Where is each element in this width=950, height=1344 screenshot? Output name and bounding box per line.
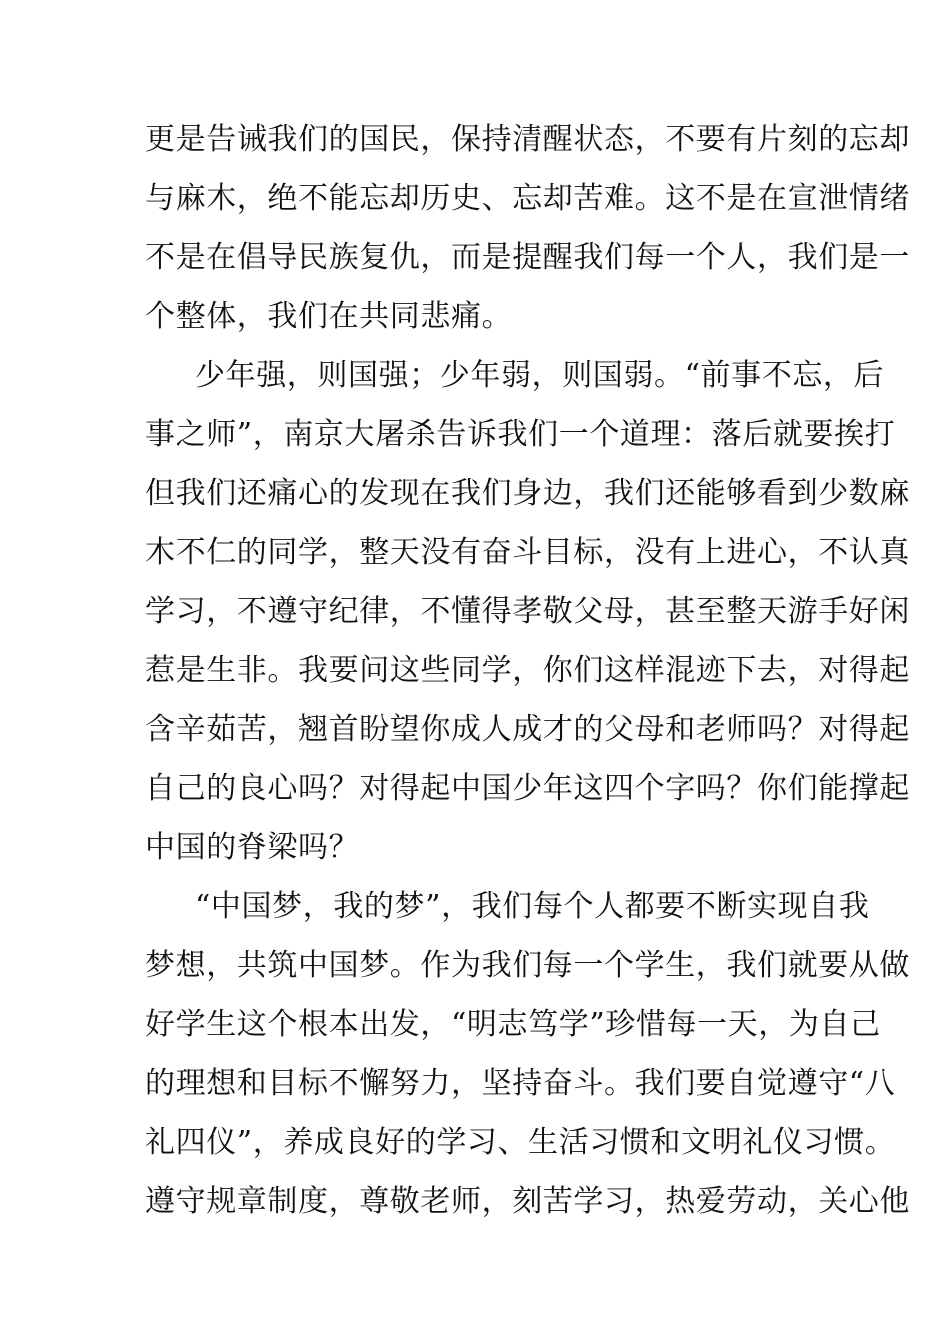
text-line: 梦想，共筑中国梦。作为我们每一个学生，我们就要从做 [145, 948, 910, 983]
text-line: 事之师”，南京大屠杀告诉我们一个道理：落后就要挨打 [145, 417, 896, 452]
text-line: 但我们还痛心的发现在我们身边，我们还能够看到少数麻 [145, 476, 910, 511]
text-line: 惹是生非。我要问这些同学，你们这样混迹下去，对得起 [145, 653, 910, 688]
paragraph-start-line: 少年强，则国强；少年弱，则国弱。“前事不忘，后 [195, 358, 885, 393]
text-line: 学习，不遵守纪律，不懂得孝敬父母，甚至整天游手好闲 [145, 594, 910, 629]
text-line: 自己的良心吗？对得起中国少年这四个字吗？你们能撑起 [145, 771, 910, 806]
text-line: 个整体，我们在共同悲痛。 [145, 299, 513, 334]
text-line: 礼四仪”，养成良好的学习、生活习惯和文明礼仪习惯。 [145, 1125, 896, 1160]
text-line: 更是告诫我们的国民，保持清醒状态，不要有片刻的忘却 [145, 122, 910, 157]
text-line: 中国的脊梁吗？ [145, 830, 360, 865]
text-line: 木不仁的同学，整天没有奋斗目标，没有上进心，不认真 [145, 535, 910, 570]
text-line: 含辛茹苦，翘首盼望你成人成才的父母和老师吗？对得起 [145, 712, 910, 747]
text-line: 与麻木，绝不能忘却历史、忘却苦难。这不是在宣泄情绪 [145, 181, 910, 216]
text-line: 不是在倡导民族复仇，而是提醒我们每一个人，我们是一 [145, 240, 910, 275]
text-line: 好学生这个根本出发，“明志笃学”珍惜每一天，为自己 [145, 1007, 881, 1042]
paragraph-start-line: “中国梦，我的梦”，我们每个人都要不断实现自我 [195, 889, 870, 924]
text-line: 遵守规章制度，尊敬老师，刻苦学习，热爱劳动，关心他 [145, 1184, 910, 1219]
text-line: 的理想和目标不懈努力，坚持奋斗。我们要自觉遵守“八 [145, 1066, 896, 1101]
